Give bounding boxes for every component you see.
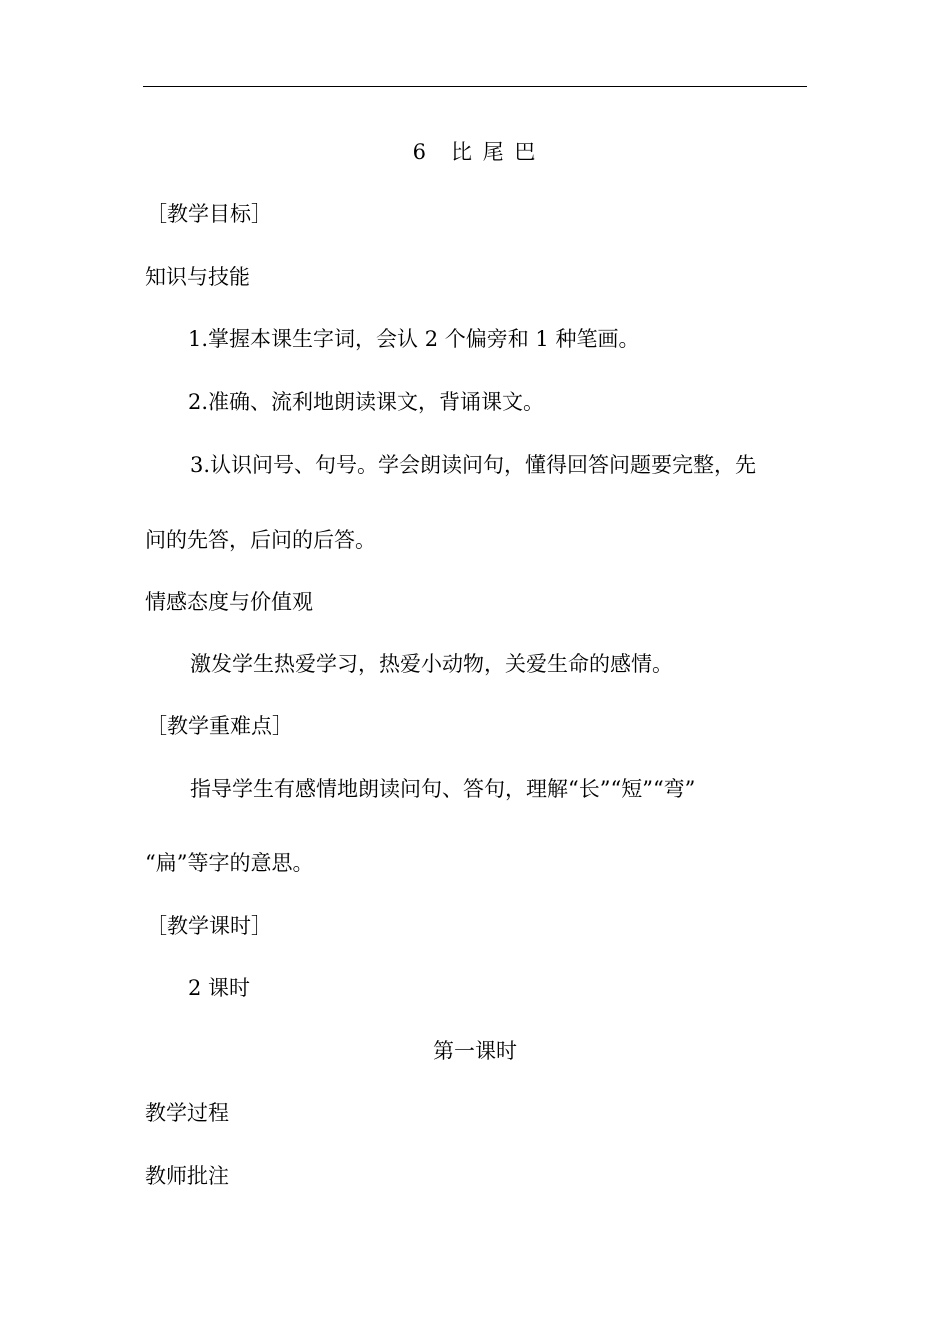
hours-heading: ［教学课时］ (146, 914, 272, 938)
knowledge-heading: 知识与技能 (145, 265, 250, 289)
emotion-heading: 情感态度与价值观 (145, 590, 313, 614)
notes-label: 教师批注 (145, 1164, 229, 1188)
lesson-one-heading: 第一课时 (433, 1039, 517, 1063)
lesson-title: 6 比 尾 巴 (412, 140, 538, 164)
key-points-heading: ［教学重难点］ (146, 714, 293, 738)
objectives-heading: ［教学目标］ (146, 202, 272, 226)
header-rule (143, 86, 807, 87)
process-label: 教学过程 (145, 1101, 229, 1125)
knowledge-item-2: 2.准确、流利地朗读课文，背诵课文。 (188, 390, 545, 414)
knowledge-item-1: 1.掌握本课生字词，会认 2 个偏旁和 1 种笔画。 (188, 327, 640, 351)
key-points-text-line1: 指导学生有感情地朗读问句、答句，理解“长”“短”“弯” (190, 777, 696, 801)
knowledge-item-3-continued: 问的先答，后问的后答。 (145, 528, 376, 552)
emotion-text: 激发学生热爱学习，热爱小动物，关爱生命的感情。 (190, 652, 673, 676)
hours-text: 2 课时 (188, 976, 251, 1000)
key-points-text-line2: “扁”等字的意思。 (145, 851, 314, 875)
knowledge-item-3: 3.认识问号、句号。学会朗读问句，懂得回答问题要完整，先 (190, 453, 757, 477)
